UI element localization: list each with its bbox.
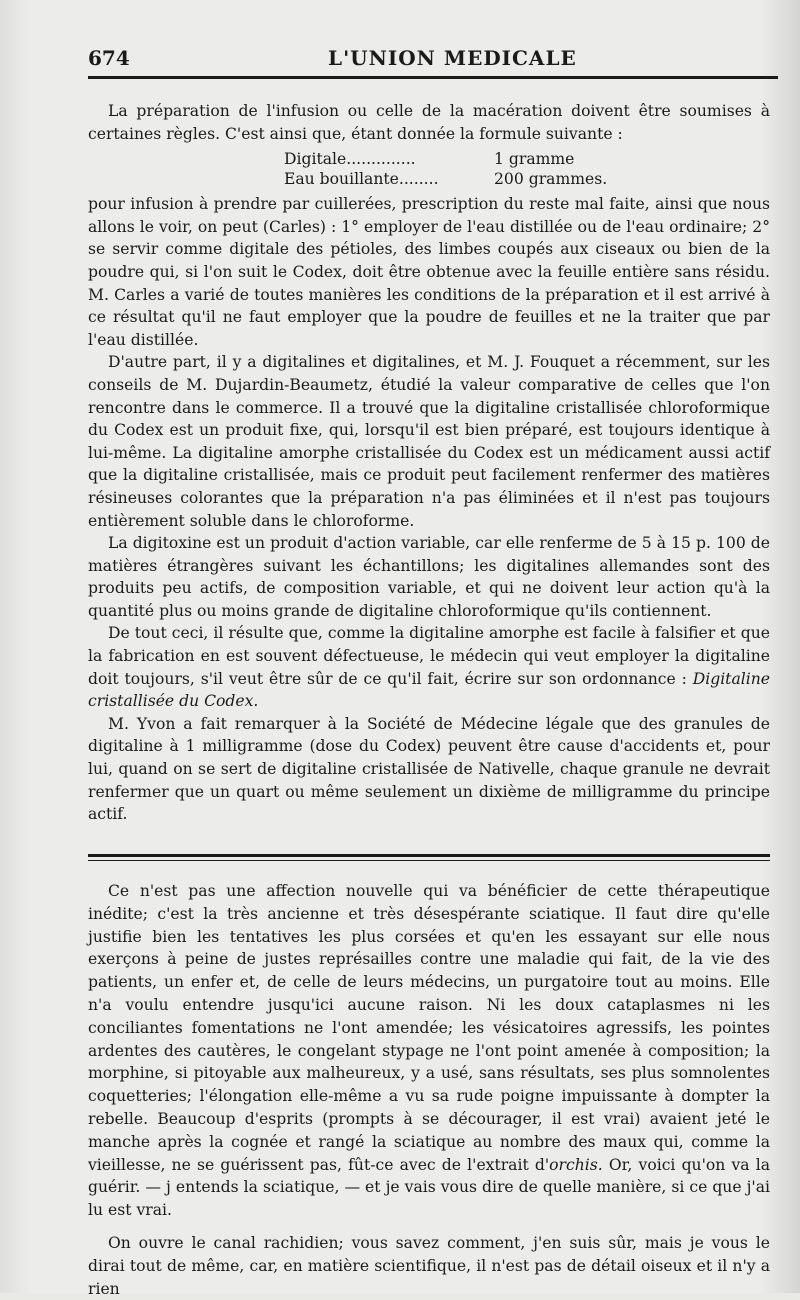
paragraph-text: Ce n'est pas une affection nouvelle qui va bénéficier de cette thérapeutique inédite; c'est la très ancienne et très désespérante sciatique. Il faut dire qu'elle justifie bien les tentatives les plus corsées et qu'en les essayant sur elle nous exerçons à peine de justes représailles contre une maladie qui fait, de la vie des patients, un enfer et, de celle de leurs médecins, un purgatoire tout au moins. Elle n'a voulu entendre jusqu'ici aucune raison. Ni les doux cataplasmes ni les conciliantes fomentations ne l'ont amendée; les vésicatoires agressifs, les pointes ardentes des cautères, le congelant stypage ne l'ont point amenée à composition; la morphine, si pitoyable aux malheureux, y a usé, sans résultats, ses plus somnolentes coquetteries; l'élongation elle-même a vu sa rude poigne impuissante à dompter la rebelle. Beaucoup d'esprits (prompts à se décourager, il est vrai) avaient jeté le manche après la cognée et rangé la sciatique au nombre des maux qui, comme la vieillesse, ne se guérissent pas, fût-ce avec de l'extrait d' <box>88 882 770 1174</box>
formula-block <box>284 149 770 189</box>
formula-row <box>284 169 770 189</box>
italic-word: orchis. <box>549 1155 603 1174</box>
italic-prescription: Digitaline cristallisée du Codex. <box>88 669 770 711</box>
paragraph: D'autre part, il y a digitalines et digitalines, et M. J. Fouquet a récemment, sur les conseils de M. Dujardin-Beaumetz, étudié la valeur comparative de celles que l'on rencontre dans le commerce. Il a trouvé que la digitaline cristallisée chloroformique du Codex est un produit fixe, qui, lorsqu'il est bien préparé, est toujours identique à lui-même. La digitaline amorphe cristallisée du Codex est un médicament aussi actif que la digitaline cristallisée, mais ce produit peut facilement renfermer des matières résineuses colorantes que la préparation n'a pas éliminées et il n'est pas toujours entièrement soluble dans le chloroforme. <box>88 353 770 530</box>
paragraph-text: Or, voici qu'on va la guérir. — j entends la sciatique, — et je vais vous dire de quelle manière, si ce que j'ai lu est vrai. <box>88 1155 770 1220</box>
formula-value: 200 grammes. <box>494 170 608 189</box>
section-divider-thin <box>88 860 770 861</box>
paragraph: On ouvre le canal rachidien; vous savez comment, j'en suis sûr, mais je vous le dirai tout de même, car, en matière scientifique, il n'est pas de détail oiseux et il n'y a rien <box>88 1233 770 1298</box>
paragraph <box>88 622 770 712</box>
formula-label: Digitale.............. <box>284 150 416 169</box>
paragraph: La digitoxine est un produit d'action variable, car elle renferme de 5 à 15 p. 100 de matières étrangères suivant les échantillons; les digitalines allemandes sont des produits peu actifs, de composition variable, et qui ne doivent leur action qu'à la quantité plus ou moins grande de digitaline chloroformique qu'ils contiennent. <box>88 534 770 620</box>
journal-title: L'UNION MEDICALE <box>328 46 577 70</box>
paragraph: pour infusion à prendre par cuillerées, prescription du reste mal faite, ainsi que nous allons le voir, on peut (Carles) : 1° employer de l'eau distillée ou de l'eau ordinaire; 2° se servir comme digitale des pétioles, des limbes coupés aux ciseaux ou bien de la poudre qui, si l'on suit le Codex, doit être obtenue avec la feuille entière sans résidu. M. Carles a varié de toutes manières les conditions de la préparation et il est arrivé à ce résultat qu'il ne faut employer que la poudre de feuilles et ne la traiter que par l'eau distillée. <box>88 195 770 349</box>
paragraph: M. Yvon a fait remarquer à la Société de Médecine légale que des granules de digitaline à 1 milligramme (dose du Codex) peuvent être cause d'accidents et, pour lui, quand on se sert de digitaline cristallisée de Nativelle, chaque granule ne devrait renfermer que un quart ou même seulement un dixième de milligramme du principe actif. <box>88 714 770 824</box>
section-divider <box>88 854 770 857</box>
header-rule <box>88 76 778 79</box>
paragraph-text: De tout ceci, il résulte que, comme la digitaline amorphe est facile à falsifier et que la fabrication en est souvent défectueuse, le médecin qui veut employer la digitaline doit toujours, s'il veut être sûr de ce qu'il fait, écrire sur son ordonnance : <box>88 624 770 688</box>
paragraph-gap <box>88 1222 770 1232</box>
article-section-sciatique <box>88 880 770 1300</box>
formula-value: 1 gramme <box>494 150 575 169</box>
formula-label: Eau bouillante........ <box>284 170 439 189</box>
article-section-digitaline <box>88 100 770 826</box>
paragraph: La préparation de l'infusion ou celle de la macération doivent être soumises à certaines règles. C'est ainsi que, étant donnée la formule suivante : <box>88 102 770 143</box>
formula-row <box>284 149 770 169</box>
paragraph <box>88 880 770 1222</box>
page-number: 674 <box>88 46 130 70</box>
